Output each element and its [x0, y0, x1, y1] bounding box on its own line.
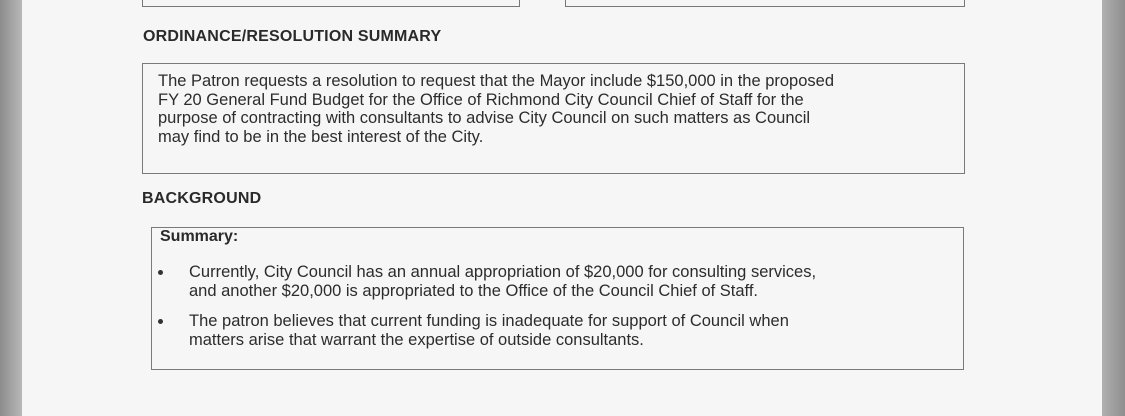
previous-field-box-right	[565, 0, 965, 7]
summary-line: may find to be in the best interest of the City.	[158, 127, 484, 146]
summary-label: Summary:	[160, 228, 239, 245]
background-box	[151, 227, 964, 370]
background-heading: BACKGROUND	[142, 190, 262, 207]
bullet-text	[189, 312, 949, 349]
summary-line: purpose of contracting with consultants to advise City Council on such matters as Council	[158, 109, 811, 127]
ordinance-heading: ORDINANCE/RESOLUTION SUMMARY	[143, 28, 442, 45]
summary-line: FY 20 General Fund Budget for the Office of Richmond City Council Chief of Staff for the	[158, 90, 804, 109]
summary-line: The Patron requests a resolution to request that the Mayor include $150,000 in the proposed	[158, 72, 835, 90]
bullet-text	[189, 263, 949, 300]
bullet-dot-icon	[158, 270, 163, 275]
bullet-line: and another $20,000 is appropriated to the Office of the Council Chief of Staff.	[189, 281, 759, 300]
bullet-line: The patron believes that current funding is inadequate for support of Council when	[189, 312, 789, 330]
previous-field-box-left	[142, 0, 520, 7]
ordinance-summary-box	[142, 63, 965, 174]
bullet-line: matters arise that warrant the expertise of outside consultants.	[189, 330, 644, 349]
bullet-line: Currently, City Council has an annual appropriation of $20,000 for consulting services,	[189, 263, 817, 281]
bullet-dot-icon	[158, 319, 163, 324]
viewer-margin-right	[1102, 0, 1125, 416]
document-page	[22, 0, 1102, 416]
viewer-margin-left	[0, 0, 22, 416]
